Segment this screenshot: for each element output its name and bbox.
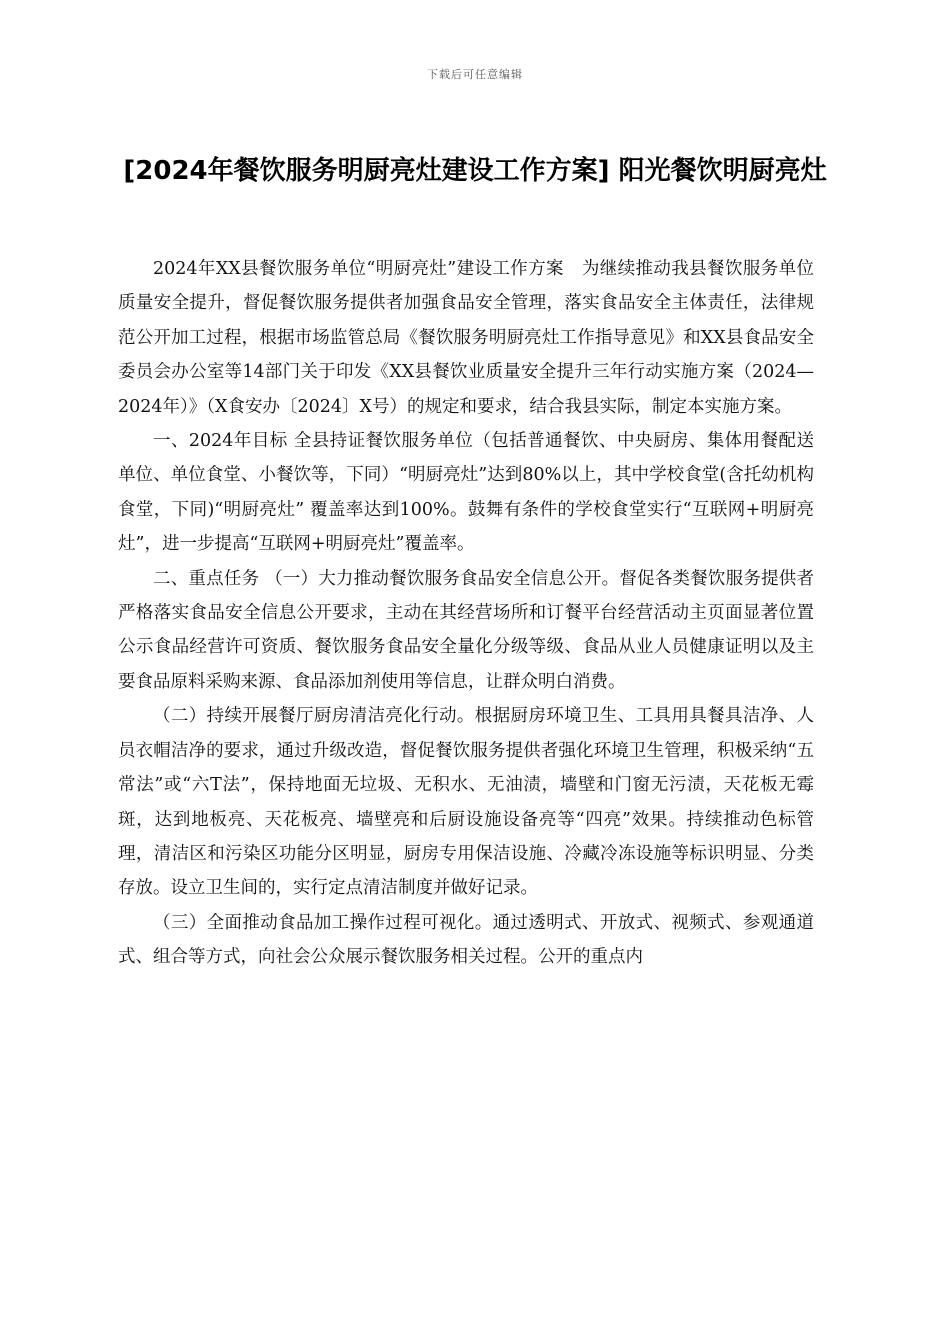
paragraph-key-tasks: 二、重点任务 （一）大力推动餐饮服务食品安全信息公开。督促各类餐饮服务提供者严格落实食品安全信息公开要求，主动在其经营场所和订餐平台经营活动主页面显著位置公示食品经营许可资质、餐饮服务食品安全量化分级等级、食品从业人员健康证明以及主要食品原料采购来源、食品添加剂使用等信息，让群众明白消费。 [118,568,814,692]
document-title: [2024年餐饮服务明厨亮灶建设工作方案] 阳光餐饮明厨亮灶 [123,156,827,186]
paragraph-visualization: （三）全面推动食品加工操作过程可视化。通过透明式、开放式、视频式、参观通道式、组合等方式，向社会公众展示餐饮服务相关过程。公开的重点内 [118,912,814,968]
paragraph-goals: 一、2024年目标 全县持证餐饮服务单位（包括普通餐饮、中央厨房、集体用餐配送单位、单位食堂、小餐饮等，下同）“明厨亮灶”达到80%以上，其中学校食堂(含托幼机构食堂，下同)“明厨亮灶” 覆盖率达到100%。鼓舞有条件的学校食堂实行“互联网+明厨亮灶”，进一步提高“互联网+明厨亮灶”覆盖率。 [118,431,814,555]
document-body [118,252,814,975]
header-note: 下载后可任意编辑 [427,68,523,81]
paragraph-kitchen-cleaning: （二）持续开展餐厅厨房清洁亮化行动。根据厨房环境卫生、工具用具餐具洁净、人员衣帽洁净的要求，通过升级改造，督促餐饮服务提供者强化环境卫生管理，积极采纳“五常法”或“六T法”，保持地面无垃圾、无积水、无油渍，墙壁和门窗无污渍，天花板无霉斑，达到地板亮、天花板亮、墙壁亮和后厨设施设备亮等“四亮”效果。持续推动色标管理，清洁区和污染区功能分区明显，厨房专用保洁设施、冷藏冷冻设施等标识明显、分类存放。设立卫生间的，实行定点清洁制度并做好记录。 [118,706,814,899]
paragraph-intro: 2024年XX县餐饮服务单位“明厨亮灶”建设工作方案 为继续推动我县餐饮服务单位质量安全提升，督促餐饮服务提供者加强食品安全管理，落实食品安全主体责任，法律规范公开加工过程，根据市场监管总局《餐饮服务明厨亮灶工作指导意见》和XX县食品安全委员会办公室等14部门关于印发《XX县餐饮业质量安全提升三年行动实施方案（2024—2024年）》（X食安办〔2024〕X号）的规定和要求，结合我县实际，制定本实施方案。 [118,259,814,417]
